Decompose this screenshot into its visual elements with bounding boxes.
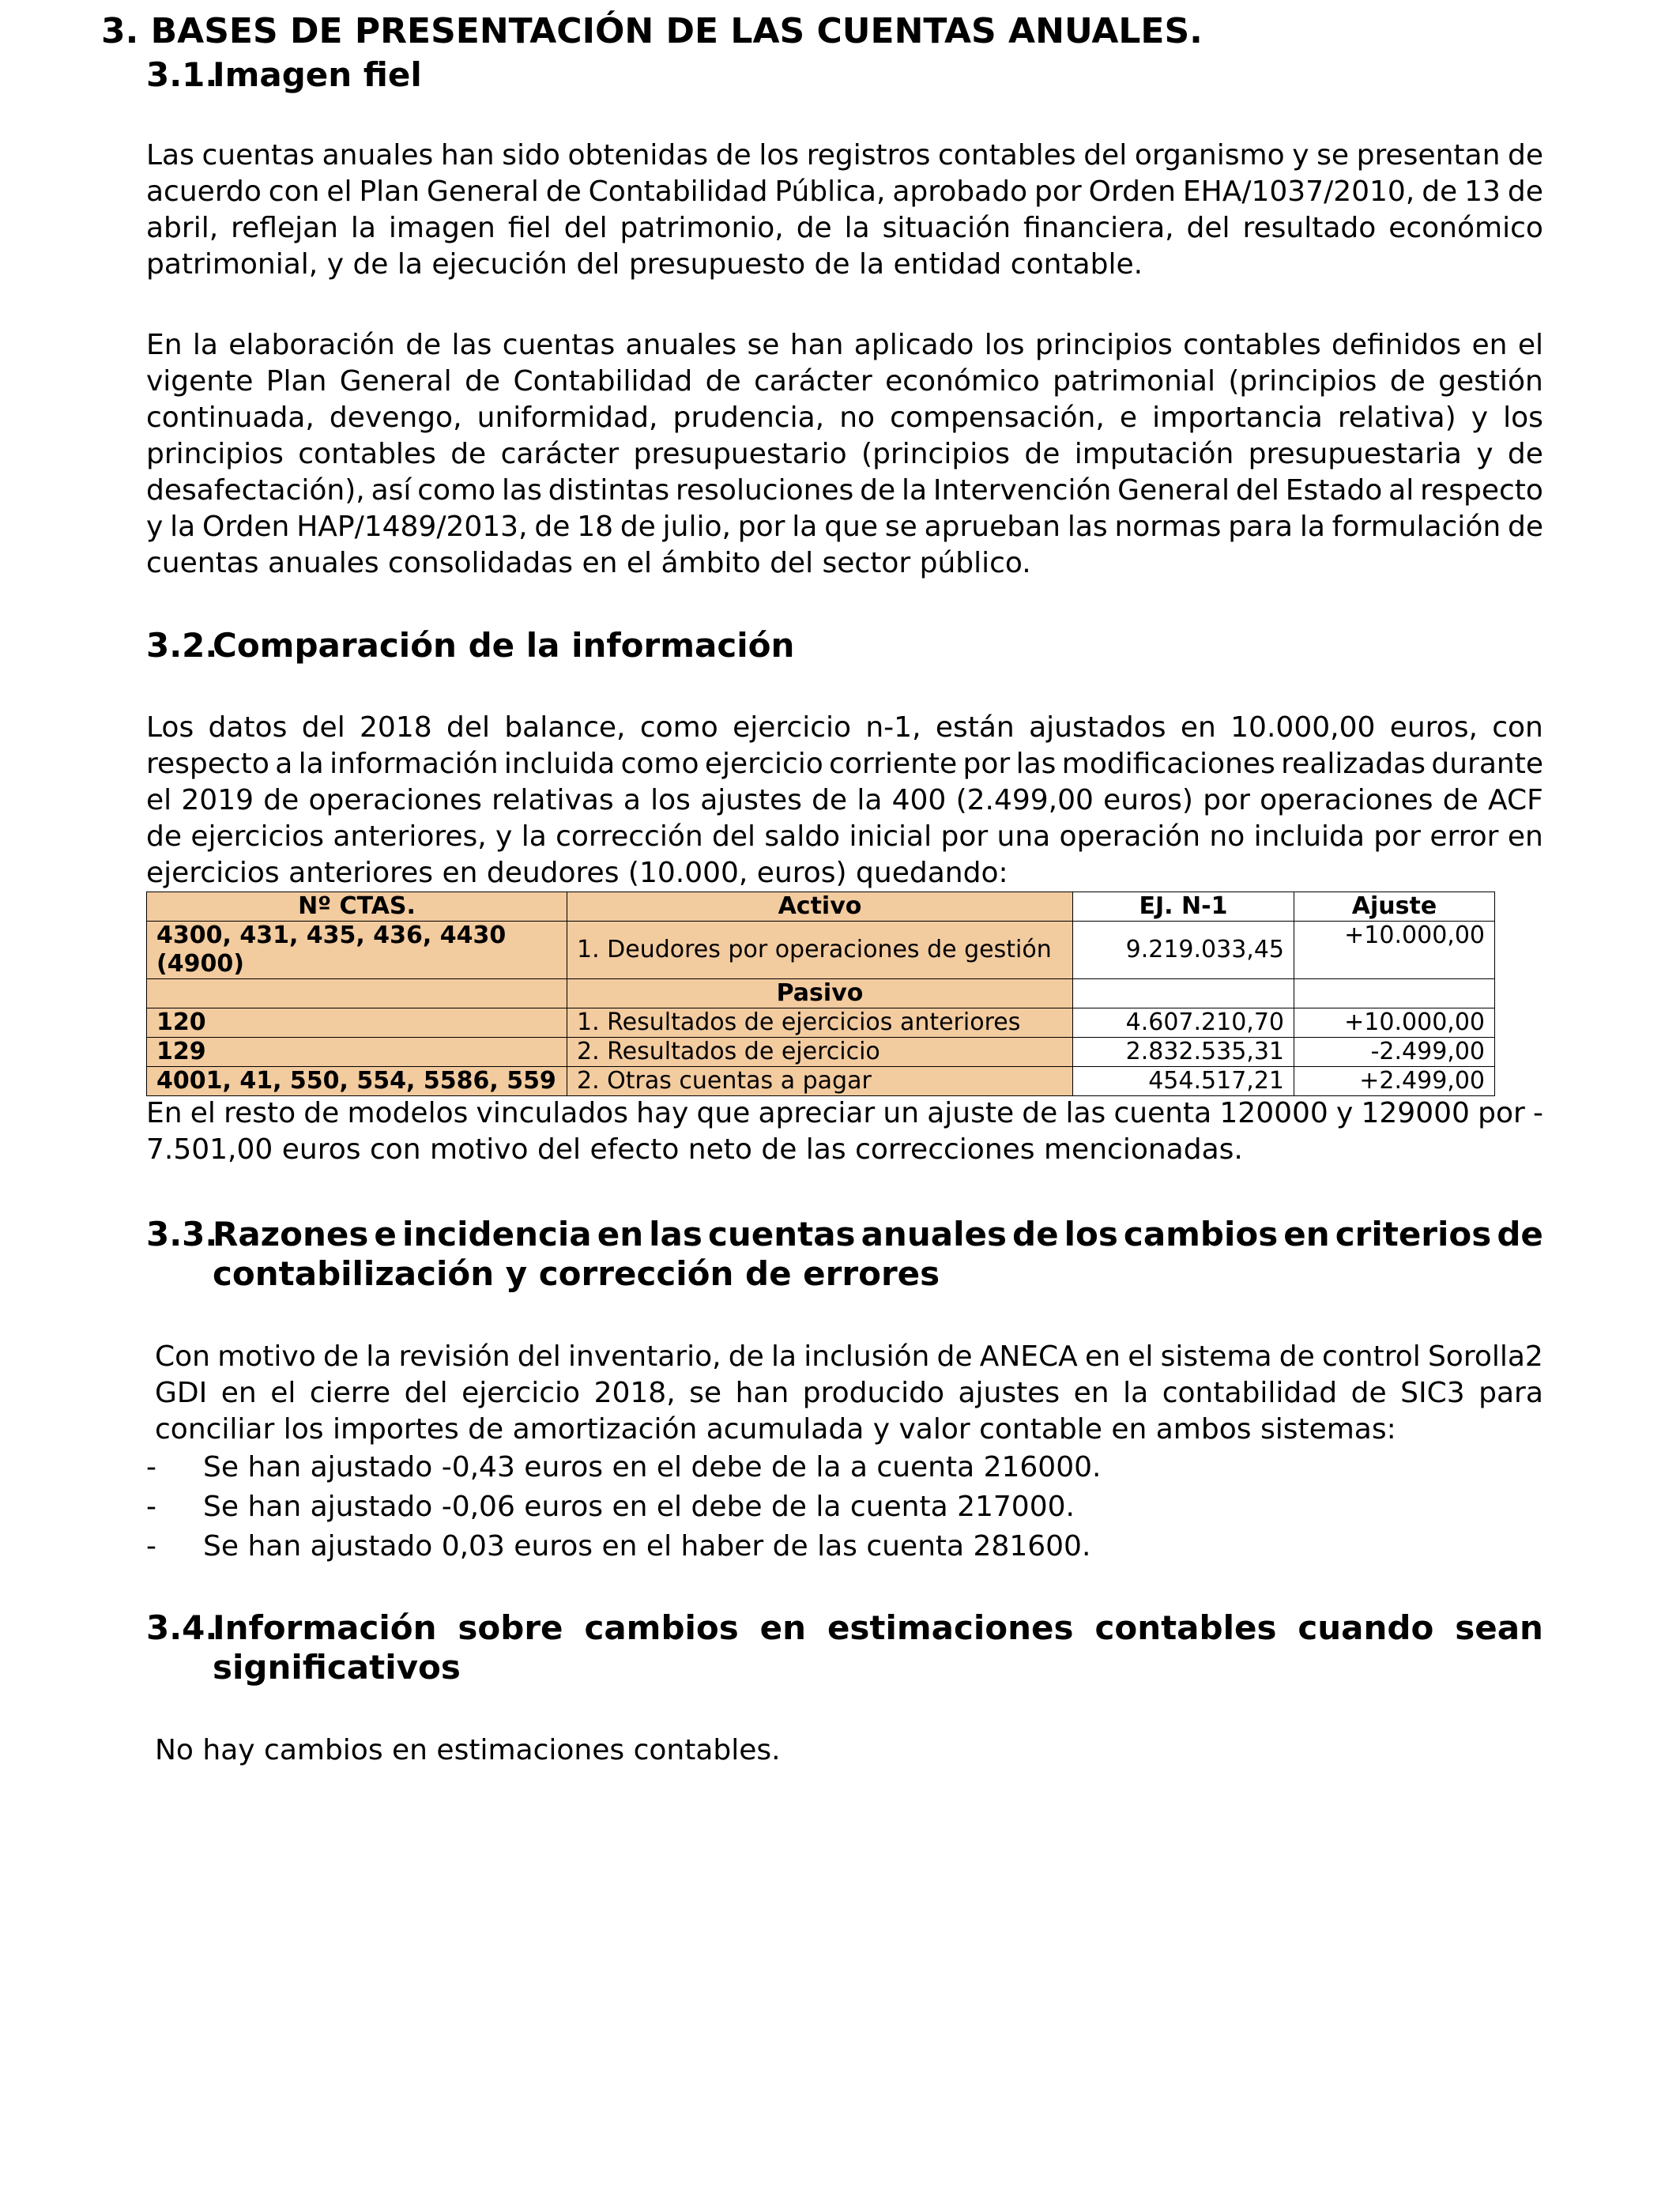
section-number: 3.1. [146,55,218,94]
list-item-text: Se han ajustado -0,43 euros en el debe de la a cuenta 216000. [203,1451,1102,1483]
paragraph-imagen-fiel-1 [146,138,1543,283]
table-row [147,1038,1495,1067]
text-line: desafectación), así como las distintas resoluciones de la Intervención General del Estado al respecto [146,474,1543,507]
text-line: En el resto de modelos vinculados hay que apreciar un ajuste de las cuenta 120000 y 129000 por - [146,1097,1543,1129]
concepto-cell: 1. Resultados de ejercicios anteriores [567,1008,1073,1038]
table-row [147,922,1495,979]
section-title-line: contabilización y corrección de errores [213,1254,940,1293]
header-ej-n1: EJ. N-1 [1073,892,1294,922]
text-line: GDI en el cierre del ejercicio 2018, se han producido ajustes en la contabilidad de SIC3 para [155,1377,1543,1409]
text-line: continuada, devengo, uniformidad, prudencia, no compensación, e importancia relativa) y los [146,401,1543,434]
text-line: de ejercicios anteriores, y la corrección del saldo inicial por una operación no incluida por error en [146,820,1543,853]
section-title-line: Información sobre cambios en estimaciones contables cuando sean [213,1608,1543,1647]
table-row [147,1008,1495,1038]
ej-n1-cell [1073,979,1294,1008]
ctas-cell: 4001, 41, 550, 554, 5586, 559 [147,1067,567,1096]
section-3-4-heading [146,1608,1543,1690]
text-line: el 2019 de operaciones relativas a los ajustes de la 400 (2.499,00 euros) por operaciones de ACF [146,784,1543,816]
table-row [147,1067,1495,1096]
paragraph-estimaciones [155,1732,1552,1769]
ej-n1-cell: 454.517,21 [1073,1067,1294,1096]
ajuste-cell: +2.499,00 [1294,1067,1495,1096]
text-line: cuentas anuales consolidadas en el ámbito del sector público. [146,547,1031,579]
paragraph-comparacion-1 [146,710,1543,892]
concepto-cell: 2. Otras cuentas a pagar [567,1067,1073,1096]
main-heading: 3. BASES DE PRESENTACIÓN DE LAS CUENTAS ANUALES. [101,11,1203,51]
text-line: ejercicios anteriores en deudores (10.000, euros) quedando: [146,857,1008,889]
text-line: En la elaboración de las cuentas anuales se han aplicado los principios contables definidos en el [146,329,1543,361]
text-line: abril, reflejan la imagen fiel del patrimonio, de la situación financiera, del resultado económico [146,212,1543,244]
text-line: vigente Plan General de Contabilidad de carácter económico patrimonial (principios de gestión [146,365,1543,398]
text-line: respecto a la información incluida como ejercicio corriente por las modificaciones realizadas durante [146,748,1543,780]
section-title-line: Razones e incidencia en las cuentas anuales de los cambios en criterios de [213,1215,1543,1253]
text-line: y la Orden HAP/1489/2013, de 18 de julio, por la que se aprueban las normas para la formulación de [146,511,1543,543]
ej-n1-cell: 4.607.210,70 [1073,1008,1294,1038]
ej-n1-cell: 2.832.535,31 [1073,1038,1294,1067]
ajuste-cell [1294,979,1495,1008]
ajuste-cell: +10.000,00 [1294,1008,1495,1038]
concepto-cell: 1. Deudores por operaciones de gestión [567,922,1073,979]
bullet-dash: - [146,1451,156,1483]
header-ajuste: Ajuste [1294,892,1495,922]
bullet-dash: - [146,1491,156,1523]
text-line: acuerdo con el Plan General de Contabilidad Pública, aprobado por Orden EHA/1037/2010, de 13 de [146,175,1543,208]
text-line: conciliar los importes de amortización acumulada y valor contable en ambos sistemas: [155,1413,1396,1446]
concepto-cell: 2. Resultados de ejercicio [567,1038,1073,1067]
table-header-row [147,892,1495,922]
header-activo: Activo [567,892,1073,922]
bullet-dash: - [146,1530,156,1563]
ajuste-cell: +10.000,00 [1294,922,1495,979]
paragraph-errores [155,1339,1543,1448]
paragraph-comparacion-2 [146,1095,1543,1168]
list-item-text: Se han ajustado -0,06 euros en el debe de la cuenta 217000. [203,1491,1075,1523]
text-line: patrimonial, y de la ejecución del presupuesto de la entidad contable. [146,248,1143,281]
ajuste-cell: -2.499,00 [1294,1038,1495,1067]
header-ctas: Nº CTAS. [147,892,567,922]
ej-n1-cell: 9.219.033,45 [1073,922,1294,979]
text-line: Los datos del 2018 del balance, como ejercicio n-1, están ajustados en 10.000,00 euros, con [146,711,1543,744]
section-3-3-heading [146,1214,1543,1296]
section-title-line: significativos [213,1648,461,1687]
text-line: principios contables de carácter presupuestario (principios de imputación presupuestaria y de [146,438,1543,470]
text-line: Con motivo de la revisión del inventario, de la inclusión de ANECA en el sistema de control Sorolla2 [155,1340,1543,1373]
section-title: Comparación de la información [213,626,795,665]
text-line: 7.501,00 euros con motivo del efecto neto de las correcciones mencionadas. [146,1133,1243,1166]
section-title: Imagen fiel [213,55,422,94]
ctas-cell: 129 [147,1038,567,1067]
pasivo-label: Pasivo [567,979,1073,1008]
section-number: 3.4. [146,1608,218,1647]
ctas-cell: 4300, 431, 435, 436, 4430 (4900) [147,922,567,979]
text-line: No hay cambios en estimaciones contables. [155,1734,781,1766]
section-number: 3.3. [146,1215,218,1253]
ctas-cell [147,979,567,1008]
paragraph-imagen-fiel-2 [146,327,1543,582]
ctas-cell: 120 [147,1008,567,1038]
adjustments-table [146,892,1495,1096]
list-item-text: Se han ajustado 0,03 euros en el haber de las cuenta 281600. [203,1530,1091,1563]
table-row [147,979,1495,1008]
section-number: 3.2. [146,626,218,665]
text-line: Las cuentas anuales han sido obtenidas de los registros contables del organismo y se presentan de [146,139,1543,172]
